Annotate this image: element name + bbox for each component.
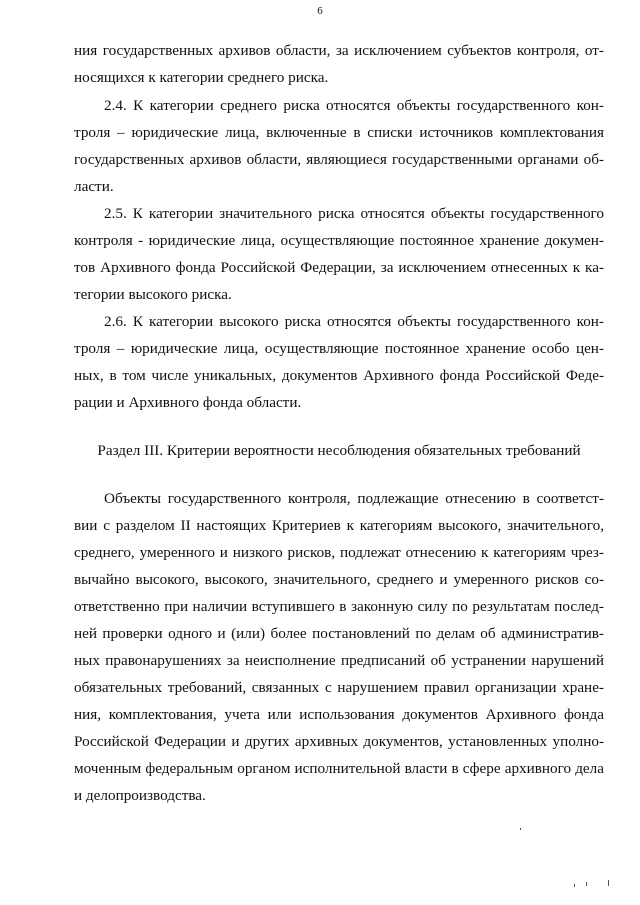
scan-speck [608, 880, 609, 886]
scan-speck [586, 882, 587, 886]
paragraph-line: 2.5. К категории значительного риска относятся объекты государственного [104, 205, 604, 222]
section-heading: Раздел III. Критерии вероятности несоблюдения обязательных требований [97, 442, 581, 459]
paragraph-line: ласти. [74, 178, 114, 195]
paragraph-line: контроля - юридические лица, осуществляющие постоянное хранение докумен- [74, 232, 604, 249]
paragraph-line: троля – юридические лица, осуществляющие постоянное хранение особо цен- [74, 340, 604, 357]
paragraph-line: вычайно высокого, высокого, значительного, среднего и умеренного рисков со- [74, 571, 604, 588]
scan-speck [520, 828, 521, 830]
paragraph-line: ных, в том числе уникальных, документов Архивного фонда Российской Феде- [74, 367, 604, 384]
paragraph-line: моченным федеральным органом исполнительной власти в сфере архивного дела [74, 760, 604, 777]
paragraph-line: вии с разделом II настоящих Критериев к категориям высокого, значительного, [74, 517, 604, 534]
paragraph-line: среднего, умеренного и низкого рисков, подлежат отнесению к категориям чрез- [74, 544, 604, 561]
paragraph-line: рации и Архивного фонда области. [74, 394, 302, 411]
paragraph-line: 2.4. К категории среднего риска относятся объекты государственного кон- [104, 97, 604, 114]
paragraph-line: ных правонарушениях за неисполнение предписаний об устранении нарушений [74, 652, 604, 669]
paragraph-line: 2.6. К категории высокого риска относятся объекты государственного кон- [104, 313, 604, 330]
paragraph-line: ния государственных архивов области, за исключением субъектов контроля, от- [74, 42, 604, 59]
paragraph-line: ответственно при наличии вступившего в законную силу по результатам послед- [74, 598, 604, 615]
paragraph-line: носящихся к категории среднего риска. [74, 69, 329, 86]
paragraph-line: и делопроизводства. [74, 787, 206, 804]
page-number: 6 [317, 5, 323, 17]
paragraph-line: ней проверки одного и (или) более постановлений по делам об административ- [74, 625, 604, 642]
paragraph-line: троля – юридические лица, включенные в списки источников комплектования [74, 124, 604, 141]
paragraph-line: обязательных требований, связанных с нарушением правил организации хране- [74, 679, 604, 696]
paragraph-line: ния, комплектования, учета или использования документов Архивного фонда [74, 706, 604, 723]
paragraph-line: Объекты государственного контроля, подлежащие отнесению в соответст- [104, 490, 604, 507]
scan-speck [574, 884, 575, 887]
paragraph-line: тов Архивного фонда Российской Федерации, за исключением отнесенных к ка- [74, 259, 604, 276]
paragraph-line: государственных архивов области, являющиеся государственными органами об- [74, 151, 604, 168]
paragraph-line: Российской Федерации и других архивных документов, установленных уполно- [74, 733, 604, 750]
paragraph-line: тегории высокого риска. [74, 286, 232, 303]
